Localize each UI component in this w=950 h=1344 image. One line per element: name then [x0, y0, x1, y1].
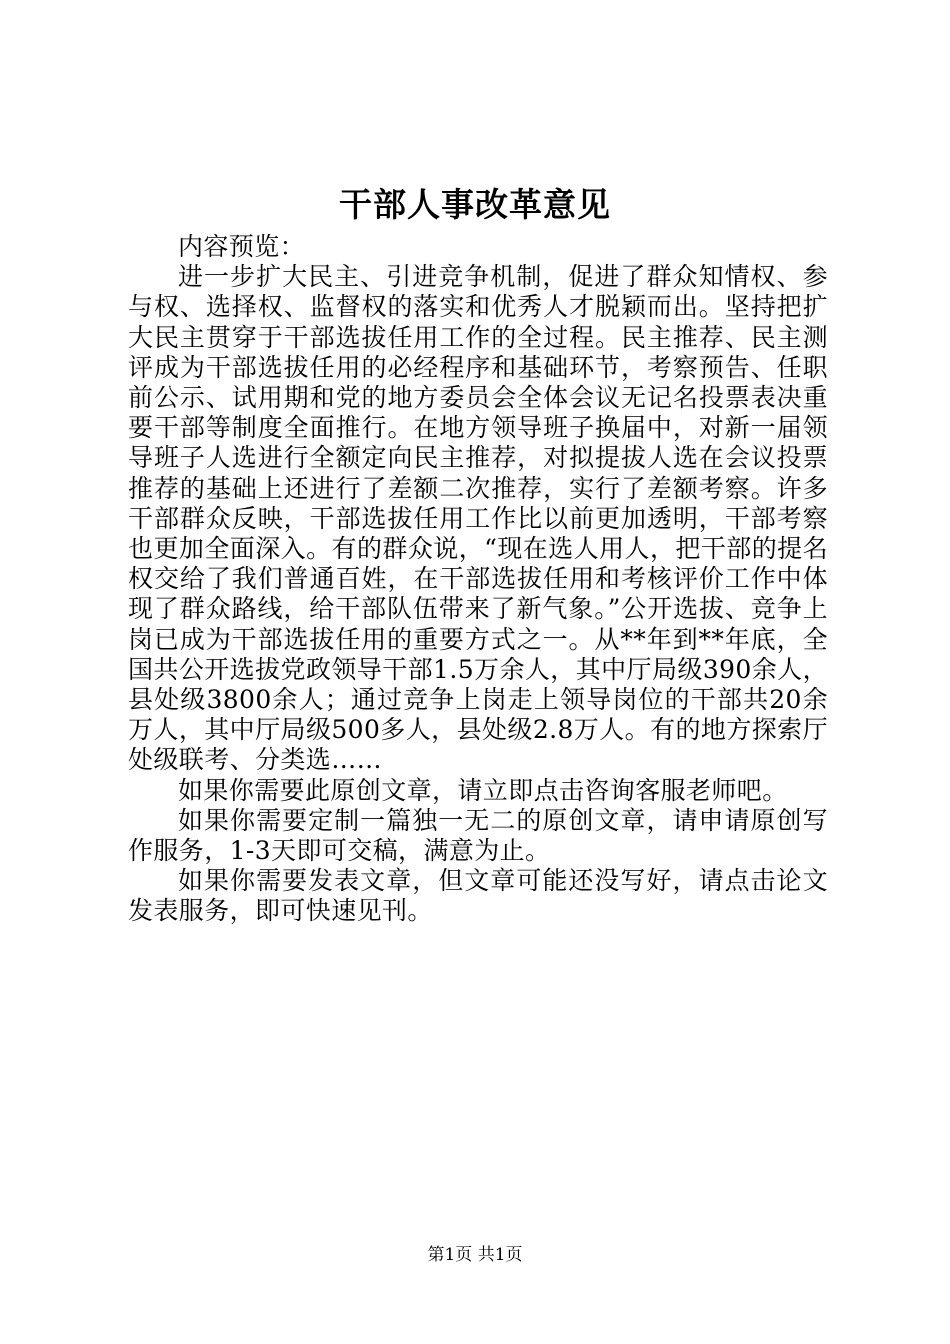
body-paragraph-publishing: 如果你需要发表文章，但文章可能还没写好，请点击论文发表服务，即可快速见刊。 [128, 866, 828, 926]
page-footer: 第1页 共1页 [427, 1245, 523, 1265]
body-paragraph-main: 进一步扩大民主、引进竞争机制，促进了群众知情权、参与权、选择权、监督权的落实和优秀人才脱颖而出。坚持把扩大民主贯穿于干部选拔任用工作的全过程。民主推荐、民主测评成为干部选拔任用的必经程序和基础环节，考察预告、任职前公示、试用期和党的地方委员会全体会议无记名投票表决重要干部等制度全面推行。在地方领导班子换届中，对新一届领导班子人选进行全额定向民主推荐，对拟提拔人选在会议投票推荐的基础上还进行了差额二次推荐，实行了差额考察。许多干部群众反映，干部选拔任用工作比以前更加透明，干部考察也更加全面深入。有的群众说，“现在选人用人，把干部的提名权交给了我们普通百姓，在干部选拔任用和考核评价工作中体现了群众路线，给干部队伍带来了新气象。”公开选拔、竞争上岗已成为干部选拔任用的重要方式之一。从**年到**年底，全国共公开选拔党政领导干部1.5万余人，其中厅局级390余人，县处级3800余人；通过竞争上岗走上领导岗位的干部共20余万人，其中厅局级500多人，县处级2.8万人。有的地方探索厅处级联考、分类选…… [128, 262, 828, 775]
body-paragraph-custom-writing: 如果你需要定制一篇独一无二的原创文章，请申请原创写作服务，1-3天即可交稿，满意为止。 [128, 805, 828, 866]
document-body [128, 232, 828, 927]
body-paragraph-consult: 如果你需要此原创文章，请立即点击咨询客服老师吧。 [178, 775, 788, 805]
preview-label: 内容预览： [178, 232, 306, 261]
document-title: 干部人事改革意见 [339, 185, 611, 224]
